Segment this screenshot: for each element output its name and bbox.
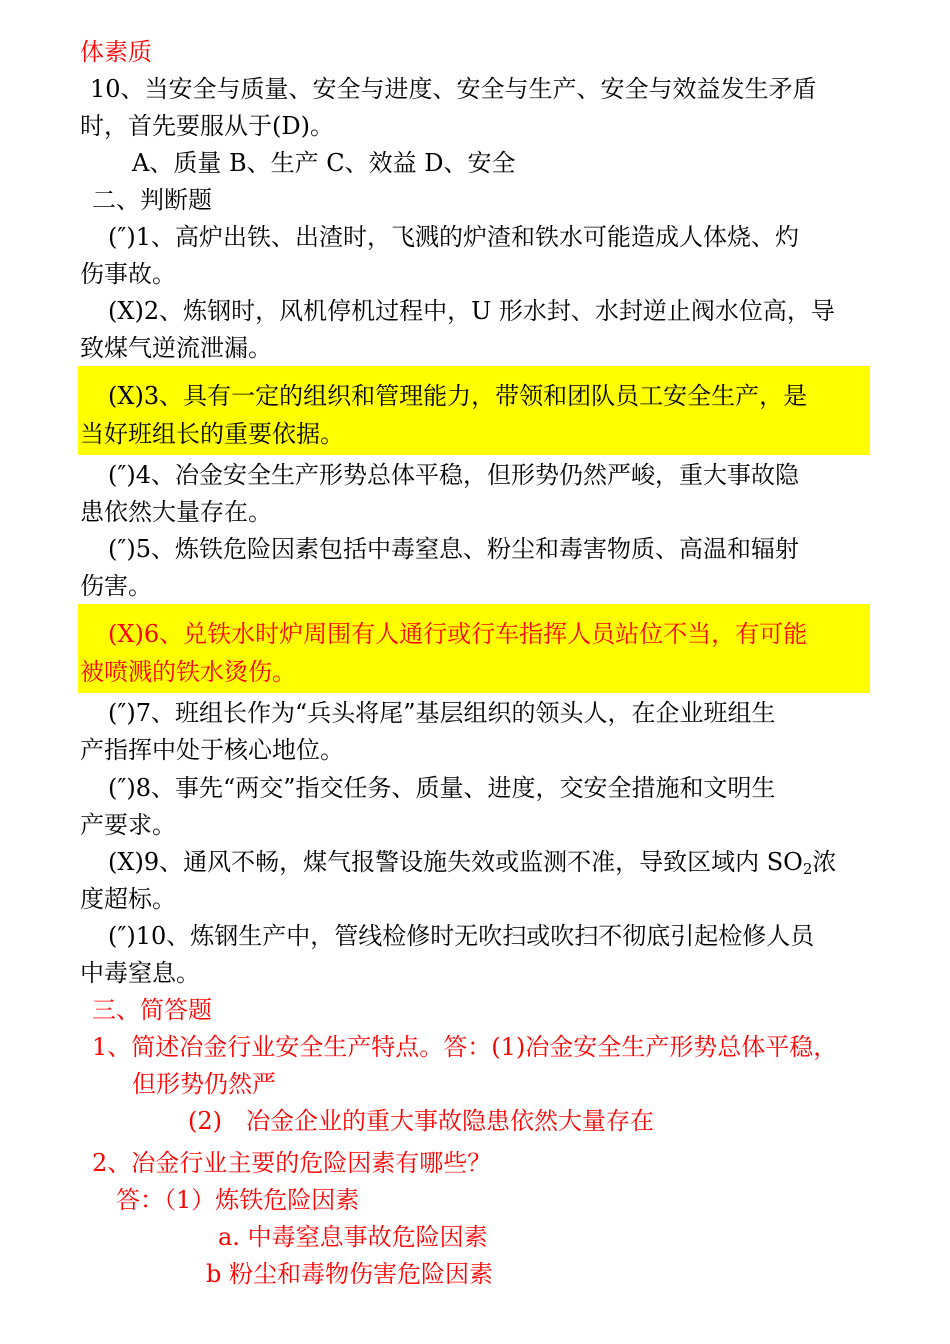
sa1-question-line2: 但形势仍然严: [132, 1070, 276, 1098]
judge-item-1-line2: 伤事故。: [80, 260, 176, 288]
judge-heading: 二、判断题: [92, 186, 212, 214]
judge-item-9-text-end: 浓: [812, 848, 837, 876]
sa1-question-line1: 1、简述冶金行业安全生产特点。答：(1)冶金安全生产形势总体平稳，: [92, 1033, 838, 1061]
judge-item-9-line1: [108, 844, 836, 887]
judge-item-4-line2: 患依然大量存在。: [80, 498, 272, 526]
judge-item-9-text: (X)9、通风不畅，煤气报警设施失效或监测不准，导致区域内 SO: [108, 848, 803, 876]
judge-item-10-line1: (″)10、炼钢生产中，管线检修时无吹扫或吹扫不彻底引起检修人员: [108, 922, 815, 950]
judge-item-6-line1: (X)6、兑铁水时炉周围有人通行或行车指挥人员站位不当，有可能: [108, 620, 808, 648]
judge-item-1-line1: (″)1、高炉出铁、出渣时，飞溅的炉渣和铁水可能造成人体烧、灼: [108, 223, 799, 251]
judge-item-7-line2: 产指挥中处于核心地位。: [80, 736, 344, 764]
judge-item-7-line1: (″)7、班组长作为“兵头将尾”基层组织的领头人，在企业班组生: [108, 699, 776, 727]
q10-options: A、质量 B、生产 C、效益 D、安全: [132, 149, 516, 177]
judge-item-3-line2: 当好班组长的重要依据。: [80, 420, 344, 448]
judge-item-10-line2: 中毒窒息。: [80, 959, 200, 987]
judge-item-6-line2: 被喷溅的铁水烫伤。: [80, 658, 296, 686]
q10-text-line2: 时，首先要服从于(D)。: [80, 112, 334, 140]
sa2-question: 2、冶金行业主要的危险因素有哪些？: [92, 1149, 492, 1177]
judge-item-2-line2: 致煤气逆流泄漏。: [80, 334, 272, 362]
judge-item-4-line1: (″)4、冶金安全生产形势总体平稳，但形势仍然严峻，重大事故隐: [108, 461, 799, 489]
sa2-answer-b: b 粉尘和毒物伤害危险因素: [206, 1260, 493, 1288]
so2-subscript: 2: [802, 860, 813, 878]
q10-text-line1: 10、当安全与质量、安全与进度、安全与生产、安全与效益发生矛盾: [90, 75, 817, 103]
sa2-answer-1: 答：（1）炼铁危险因素: [116, 1186, 360, 1214]
judge-item-5-line2: 伤害。: [80, 572, 152, 600]
sa1-answer-item2: (2) 冶金企业的重大事故隐患依然大量存在: [188, 1107, 654, 1135]
judge-item-9-line2: 度超标。: [80, 885, 176, 913]
judge-item-5-line1: (″)5、炼铁危险因素包括中毒窒息、粉尘和毒害物质、高温和辐射: [108, 535, 799, 563]
judge-item-8-line2: 产要求。: [80, 811, 176, 839]
judge-item-8-line1: (″)8、事先“两交”指交任务、质量、进度，交安全措施和文明生: [108, 774, 776, 802]
short-answer-heading: 三、简答题: [92, 996, 212, 1024]
section-title-fragment: 体素质: [80, 38, 152, 66]
sa2-answer-a: a. 中毒窒息事故危险因素: [218, 1223, 488, 1251]
judge-item-3-line1: (X)3、具有一定的组织和管理能力，带领和团队员工安全生产，是: [108, 382, 808, 410]
judge-item-2-line1: (X)2、炼钢时，风机停机过程中，U 形水封、水封逆止阀水位高，导: [108, 297, 835, 325]
